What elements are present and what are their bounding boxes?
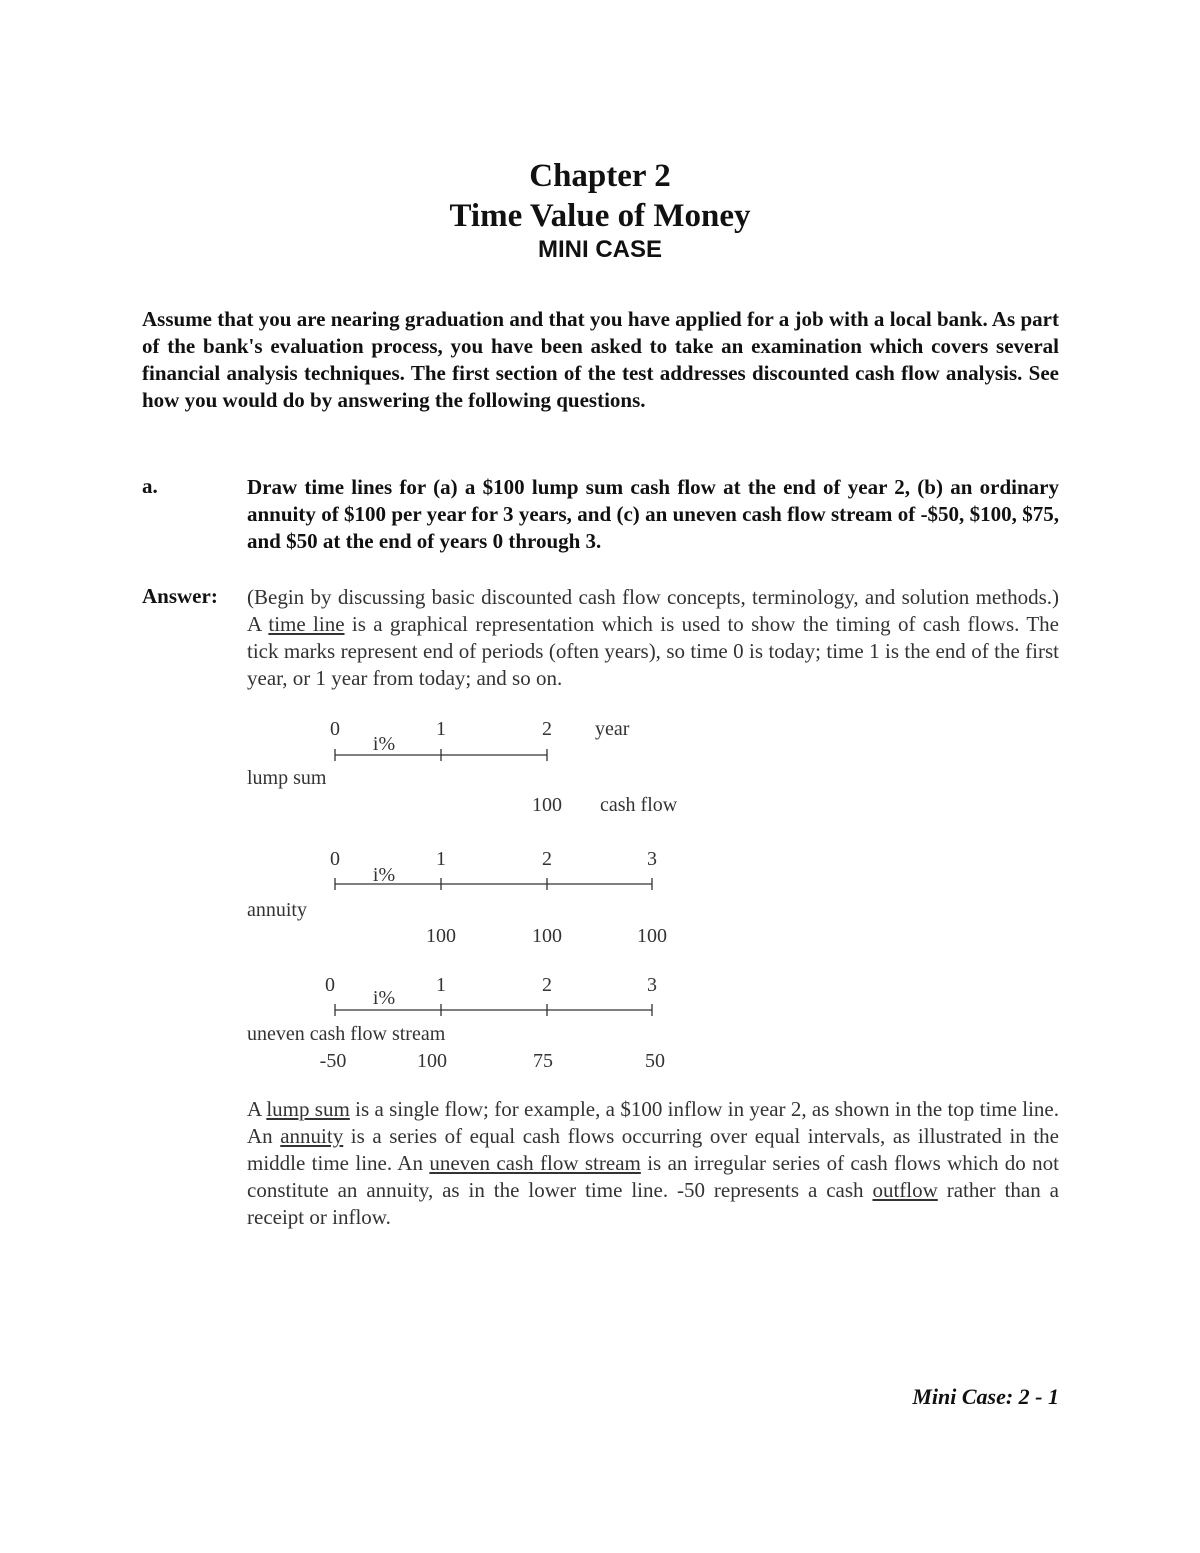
time-line-term: time line bbox=[268, 612, 345, 636]
period-label: 2 bbox=[542, 848, 552, 870]
explanation-part: is an irregular series of cash flows which do not constitute an annuity, as in the lower time line. -50 represents a cash bbox=[247, 1151, 1060, 1202]
explanation-paragraph bbox=[247, 1096, 1059, 1231]
interest-rate-label: i% bbox=[372, 987, 396, 1009]
lump-sum-term: lump sum bbox=[266, 1097, 350, 1121]
period-label: 0 bbox=[325, 974, 335, 996]
period-label: 3 bbox=[647, 974, 657, 996]
answer-text-part: (Begin by discussing basic discounted cash flow concepts, terminology, and solution methods.) A bbox=[247, 585, 1059, 636]
explanation-part: rather than a receipt or inflow. bbox=[247, 1178, 1059, 1229]
page-title: Time Value of Money bbox=[449, 198, 751, 234]
question-label: a. bbox=[142, 474, 158, 498]
answer-text-part: is a graphical representation which is used to show the timing of cash flows. The tick marks represent end of periods (often years), so time 0 is today; time 1 is the end of the first year, or 1 year from today; and so on. bbox=[247, 612, 1059, 690]
chapter-heading: Chapter 2 bbox=[529, 158, 671, 194]
period-label: 2 bbox=[542, 718, 552, 740]
period-label: 0 bbox=[330, 718, 340, 740]
interest-rate-label: i% bbox=[372, 864, 396, 886]
cash-flow-value: 100 bbox=[532, 794, 562, 816]
period-label: 1 bbox=[436, 848, 446, 870]
timeline-type-label: annuity bbox=[247, 899, 307, 921]
page-subtitle: MINI CASE bbox=[537, 236, 662, 263]
cash-flow-value: 100 bbox=[426, 925, 456, 947]
outflow-term: outflow bbox=[872, 1178, 938, 1202]
intro-paragraph: Assume that you are nearing graduation and that you have applied for a job with a local bank. As part of the bank's evaluation process, you have been asked to take an examination which covers several financial analysis techniques. The first section of the test addresses discounted cash flow analysis. See how you would do by answering the following questions. bbox=[142, 307, 1059, 412]
cash-flow-value: 100 bbox=[417, 1050, 447, 1072]
cash-flow-value: 100 bbox=[637, 925, 667, 947]
annuity-timeline bbox=[247, 848, 667, 947]
lump-sum-timeline bbox=[247, 718, 678, 816]
cash-flow-value: -50 bbox=[319, 1050, 347, 1072]
uneven-stream-term: uneven cash flow stream bbox=[429, 1151, 641, 1175]
answer-label: Answer: bbox=[142, 584, 218, 608]
timeline-type-label: lump sum bbox=[247, 767, 327, 789]
timeline-type-label: uneven cash flow stream bbox=[247, 1023, 446, 1045]
period-unit-label: year bbox=[595, 718, 630, 740]
period-label: 2 bbox=[542, 974, 552, 996]
explanation-part: is a series of equal cash flows occurring over equal intervals, as illustrated in the middle time line. An bbox=[247, 1124, 1059, 1175]
period-label: 1 bbox=[436, 718, 446, 740]
annuity-term: annuity bbox=[280, 1124, 344, 1148]
explanation-part: A bbox=[247, 1097, 267, 1121]
page-footer: Mini Case: 2 - 1 bbox=[912, 1384, 1059, 1409]
question-text: Draw time lines for (a) a $100 lump sum cash flow at the end of year 2, (b) an ordinary annuity of $100 per year for 3 years, and (c) an uneven cash flow stream of -$50, $100, $75, and $50 at the end of years 0 through 3. bbox=[247, 475, 1059, 553]
period-label: 0 bbox=[330, 848, 340, 870]
period-label: 3 bbox=[647, 848, 657, 870]
cash-flow-label: cash flow bbox=[600, 794, 678, 816]
interest-rate-label: i% bbox=[372, 733, 396, 755]
cash-flow-value: 50 bbox=[645, 1050, 665, 1072]
cash-flow-value: 75 bbox=[533, 1050, 553, 1072]
cash-flow-value: 100 bbox=[532, 925, 562, 947]
uneven-stream-timeline bbox=[247, 974, 665, 1072]
period-label: 1 bbox=[436, 974, 446, 996]
explanation-part: is a single flow; for example, a $100 inflow in year 2, as shown in the top time line. An bbox=[247, 1097, 1059, 1148]
